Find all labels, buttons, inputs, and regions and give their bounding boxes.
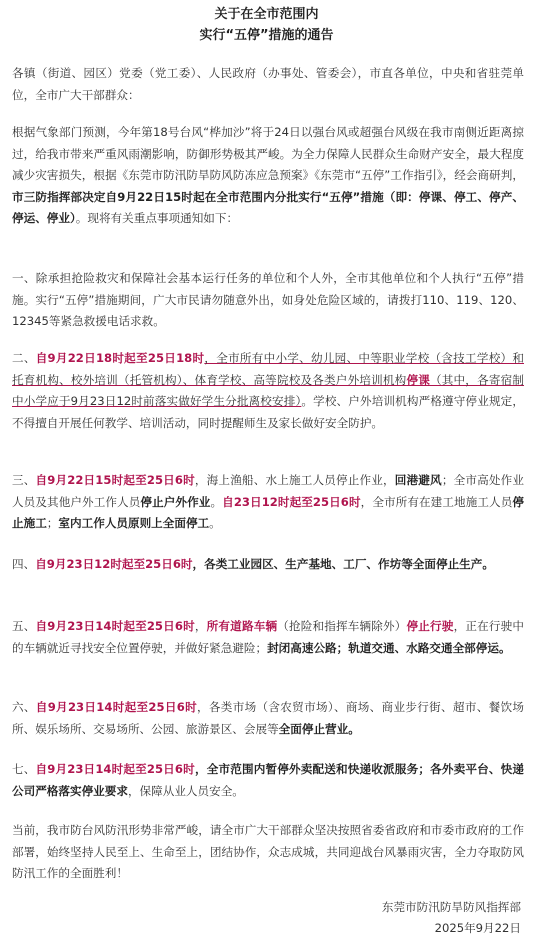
- section-3-time-2: 自23日12时起至25日6时: [222, 494, 361, 509]
- section-3: 三、自9月22日15时起至25日6时，海上渔船、水上施工人员停止作业，回港避风；全市高处作业人员及其他户外工作人员停止户外作业。自23日12时起至25日6时，全市所有在建工地施工人员停止施工；室内工作人员原则上全面停工。: [12, 473, 524, 530]
- section-2-action: 停课: [406, 372, 430, 387]
- address-paragraph: 各镇（街道、园区）党委（党工委）、人民政府（办事处、管委会），市直各单位，中央和省驻莞单位，全市广大干部群众：: [12, 66, 524, 102]
- section-6-time: 自9月23日14时起至25日6时: [35, 700, 198, 714]
- signature-date: 2025年9月22日: [434, 921, 521, 935]
- intro-paragraph: [12, 122, 524, 230]
- section-3-num: 三、: [12, 473, 36, 487]
- section-2-time: 自9月22日18时起至25日18时: [35, 351, 205, 365]
- section-2-num: 二、: [12, 351, 36, 365]
- section-2-note: （其中，各寄宿制中小学应于9月23日12时前落实做好学生分批离校安排）: [12, 372, 524, 408]
- section-4: 四、自9月23日12时起至25日6时，各类工业园区、生产基地、工厂、作坊等全面停止生产。: [12, 557, 494, 571]
- section-4-time: 自9月23日12时起至25日6时: [35, 557, 193, 571]
- title-line-2: 实行“五停”措施的通告: [199, 28, 334, 43]
- intro-text-1: 根据气象部门预测，今年第18号台风“桦加沙”将于24日以强台风或超强台风级在我市南侧近距离掠过，给我市带来严重风雨潮影响，防御形势极其严峻。为全力保障人民群众生命财产安全，最大程度减少灾害损失，根据《东莞市防汛防旱防风防冻应急预案》《东莞市“五停”工作指引》，经会商研判，: [12, 125, 524, 182]
- section-5-time: 自9月23日14时起至25日6时: [35, 619, 195, 633]
- section-5: 五、自9月23日14时起至25日6时，所有道路车辆（抢险和指挥车辆除外）停止行驶，正在行驶中的车辆就近寻找安全位置停驶，并做好紧急避险；封闭高速公路；轨道交通、水路交通全部停运。: [12, 619, 524, 655]
- signature-org: 东莞市防汛防旱防风指挥部: [381, 900, 521, 914]
- closing-paragraph: 当前，我市防台风防汛形势非常严峻，请全市广大干部群众坚决按照省委省政府和市委市政府的工作部署，始终坚持人民至上、生命至上，团结协作，众志成城，共同迎战台风暴雨灾害，全力夺取防风防汛工作的全面胜利！: [12, 823, 524, 880]
- title-line-1: 关于在全市范围内: [214, 7, 319, 22]
- section-2-scope: ，全市所有中小学、幼儿园、中等职业学校（含技工学校）和托育机构、校外培训（托管机构）、体育学校、高等院校及各类户外培训机构: [12, 351, 524, 387]
- section-7-time: 自9月23日14时起至25日6时: [35, 762, 195, 776]
- intro-text-2: 。现将有关重点事项通知如下：: [75, 211, 239, 225]
- section-6: 六、自9月23日14时起至25日6时，各类市场（含农贸市场）、商场、商业步行街、超市、餐饮场所、娱乐场所、交易场所、公园、旅游景区、会展等全面停止营业。: [12, 700, 524, 736]
- section-2: [12, 348, 524, 434]
- section-2-rest: 。学校、户外培训机构严格遵守停业规定，不得擅自开展任何教学、培训活动，同时提醒师生及家长做好安全防护。: [12, 394, 524, 430]
- section-7: 七、自9月23日14时起至25日6时，全市范围内暂停外卖配送和快递收派服务；各外卖平台、快递公司严格落实停业要求，保障从业人员安全。: [12, 762, 524, 798]
- intro-decision: 市三防指挥部决定自9月22日15时起在全市范围内分批实行“五停”措施（即：停课、停工、停产、停运、停业）: [12, 189, 524, 225]
- section-1: 一、除承担抢险救灾和保障社会基本运行任务的单位和个人外，全市其他单位和个人执行“五停”措施。实行“五停”措施期间，广大市民请勿随意外出，如身处危险区域的，请拨打110、119、120、12345等紧急救援电话求救。: [12, 271, 524, 328]
- section-3-time-1: 自9月22日15时起至25日6时: [35, 473, 195, 487]
